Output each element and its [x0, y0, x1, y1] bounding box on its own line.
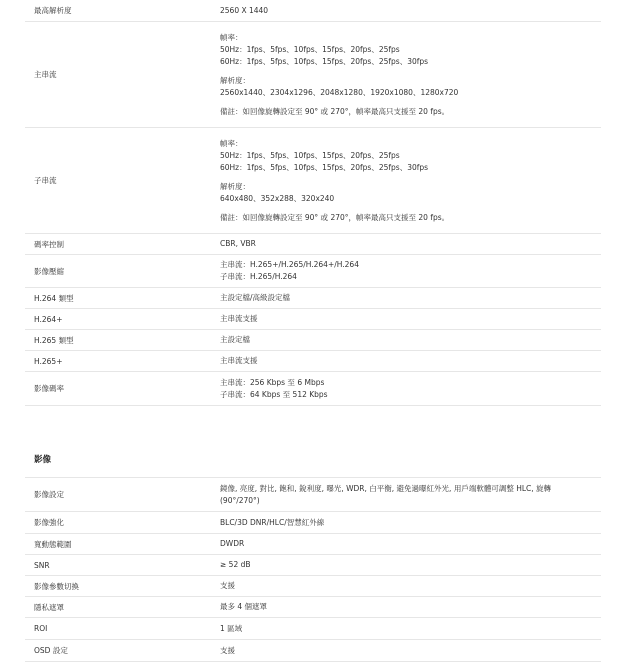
- spec-sheet: [25, 0, 601, 662]
- video-spec-row: [25, 22, 601, 128]
- section-title-image: 影像: [25, 430, 601, 478]
- spec-value-line: 幀率：: [220, 138, 243, 148]
- spec-value-line: 主串流支援: [220, 314, 258, 323]
- line-gap: [220, 68, 601, 75]
- spec-label: H.265 類型: [34, 335, 74, 345]
- image-spec-row: [25, 618, 601, 640]
- spec-label: 影像參數切換: [34, 581, 79, 591]
- spec-value-line: 子串流：64 Kbps 至 512 Kbps: [220, 389, 328, 399]
- spec-value-line: BLC/3D DNR/HLC/智慧紅外線: [220, 517, 325, 527]
- spec-value-line: 50Hz：1fps、5fps、10fps、15fps、20fps、25fps: [220, 44, 400, 54]
- spec-value-line: 子串流：H.265/H.264: [220, 272, 297, 281]
- spec-value-line: (90°/270°): [220, 495, 260, 505]
- spec-label: 影像設定: [34, 490, 64, 499]
- spec-value-line: 解析度：: [220, 181, 250, 191]
- spec-value: [213, 288, 601, 308]
- spec-value: [213, 478, 601, 511]
- spec-label: 影像碼率: [34, 384, 64, 393]
- spec-value-line: 2560x1440、2304x1296、2048x1280、1920x1080、1280x720: [220, 87, 459, 97]
- spec-value: [213, 351, 601, 371]
- image-spec-row: [25, 478, 601, 512]
- spec-value-line: 最多 4 個遮罩: [220, 602, 268, 611]
- spec-label: 子串流: [34, 176, 57, 185]
- video-spec-row: [25, 351, 601, 372]
- video-spec-row: [25, 330, 601, 351]
- spec-value-line: 解析度：: [220, 75, 250, 85]
- spec-value: [213, 576, 601, 596]
- video-spec-row: [25, 234, 601, 255]
- spec-value-line: DWDR: [220, 539, 245, 548]
- spec-value-line: 主串流：H.265+/H.265/H.264+/H.264: [220, 260, 359, 269]
- image-spec-row: [25, 597, 601, 618]
- spec-value: [213, 555, 601, 575]
- spec-value-line: 1 區域: [220, 623, 243, 633]
- section-spacer: [25, 406, 601, 430]
- video-spec-row: [25, 255, 601, 288]
- spec-label: 碼率控制: [34, 239, 64, 249]
- spec-value-line: 支援: [220, 645, 235, 655]
- spec-value-line: CBR, VBR: [220, 239, 256, 248]
- spec-value: [213, 128, 601, 233]
- spec-value-line: ≥ 52 dB: [220, 560, 251, 569]
- spec-label: 影像強化: [34, 518, 64, 527]
- spec-label: 最高解析度: [34, 6, 72, 15]
- spec-value-line: 主串流：256 Kbps 至 6 Mbps: [220, 377, 325, 387]
- spec-label: ROI: [34, 624, 48, 633]
- spec-value-line: 主設定檔: [220, 335, 250, 344]
- spec-label: 寬動態範圍: [34, 539, 72, 549]
- spec-value-line: 支援: [220, 581, 235, 590]
- spec-value-line: 主設定檔/高級設定檔: [220, 293, 291, 302]
- spec-value-line: 60Hz：1fps、5fps、10fps、15fps、20fps、25fps、30fps: [220, 162, 429, 172]
- spec-label: H.264+: [34, 314, 63, 324]
- spec-label: 隱私遮罩: [34, 602, 64, 612]
- spec-label: H.265+: [34, 356, 63, 366]
- spec-value-line: 幀率：: [220, 32, 243, 42]
- spec-value-line: 備註：如回像旋轉設定至 90° 或 270°，幀率最高只支援至 20 fps。: [220, 212, 450, 222]
- spec-label: 影像壓縮: [34, 266, 64, 276]
- spec-value: [213, 22, 601, 127]
- spec-label: SNR: [34, 560, 50, 570]
- spec-label: 主串流: [34, 70, 57, 79]
- spec-value: [213, 0, 601, 21]
- spec-value-line: 主串流支援: [220, 356, 258, 365]
- spec-value: [213, 330, 601, 350]
- spec-label: H.264 類型: [34, 293, 74, 303]
- spec-value: [213, 255, 601, 287]
- spec-value: [213, 534, 601, 554]
- spec-value-line: 2560 X 1440: [220, 5, 269, 15]
- line-gap: [220, 205, 601, 212]
- spec-value: [213, 597, 601, 617]
- video-spec-row: [25, 309, 601, 330]
- image-spec-row: [25, 512, 601, 534]
- line-gap: [220, 99, 601, 106]
- video-spec-row: [25, 128, 601, 234]
- image-spec-row: [25, 555, 601, 576]
- spec-label: OSD 設定: [34, 646, 68, 655]
- image-spec-row: [25, 576, 601, 597]
- spec-value: [213, 309, 601, 329]
- spec-value-line: 50Hz：1fps、5fps、10fps、15fps、20fps、25fps: [220, 150, 400, 160]
- spec-value-line: 60Hz：1fps、5fps、10fps、15fps、20fps、25fps、30fps: [220, 56, 429, 66]
- spec-value: [213, 640, 601, 661]
- spec-value-line: 備註：如回像旋轉設定至 90° 或 270°，幀率最高只支援至 20 fps。: [220, 106, 450, 116]
- image-spec-row: [25, 640, 601, 662]
- spec-value-line: 鏡像, 亮度, 對比, 飽和, 銳利度, 曝光, WDR, 白平衡, 避免過曝紅外光, 用戶端軟體可調整 HLC, 旋轉: [220, 483, 552, 493]
- spec-value: [213, 512, 601, 533]
- line-gap: [220, 174, 601, 181]
- image-spec-row: [25, 534, 601, 555]
- video-spec-table: [25, 0, 601, 406]
- spec-value: [213, 618, 601, 639]
- video-spec-row: [25, 372, 601, 406]
- spec-value-line: 640x480、352x288、320x240: [220, 193, 335, 203]
- spec-value: [213, 372, 601, 405]
- video-spec-row: [25, 288, 601, 309]
- spec-value: [213, 234, 601, 254]
- image-spec-table: [25, 478, 601, 662]
- video-spec-row: [25, 0, 601, 22]
